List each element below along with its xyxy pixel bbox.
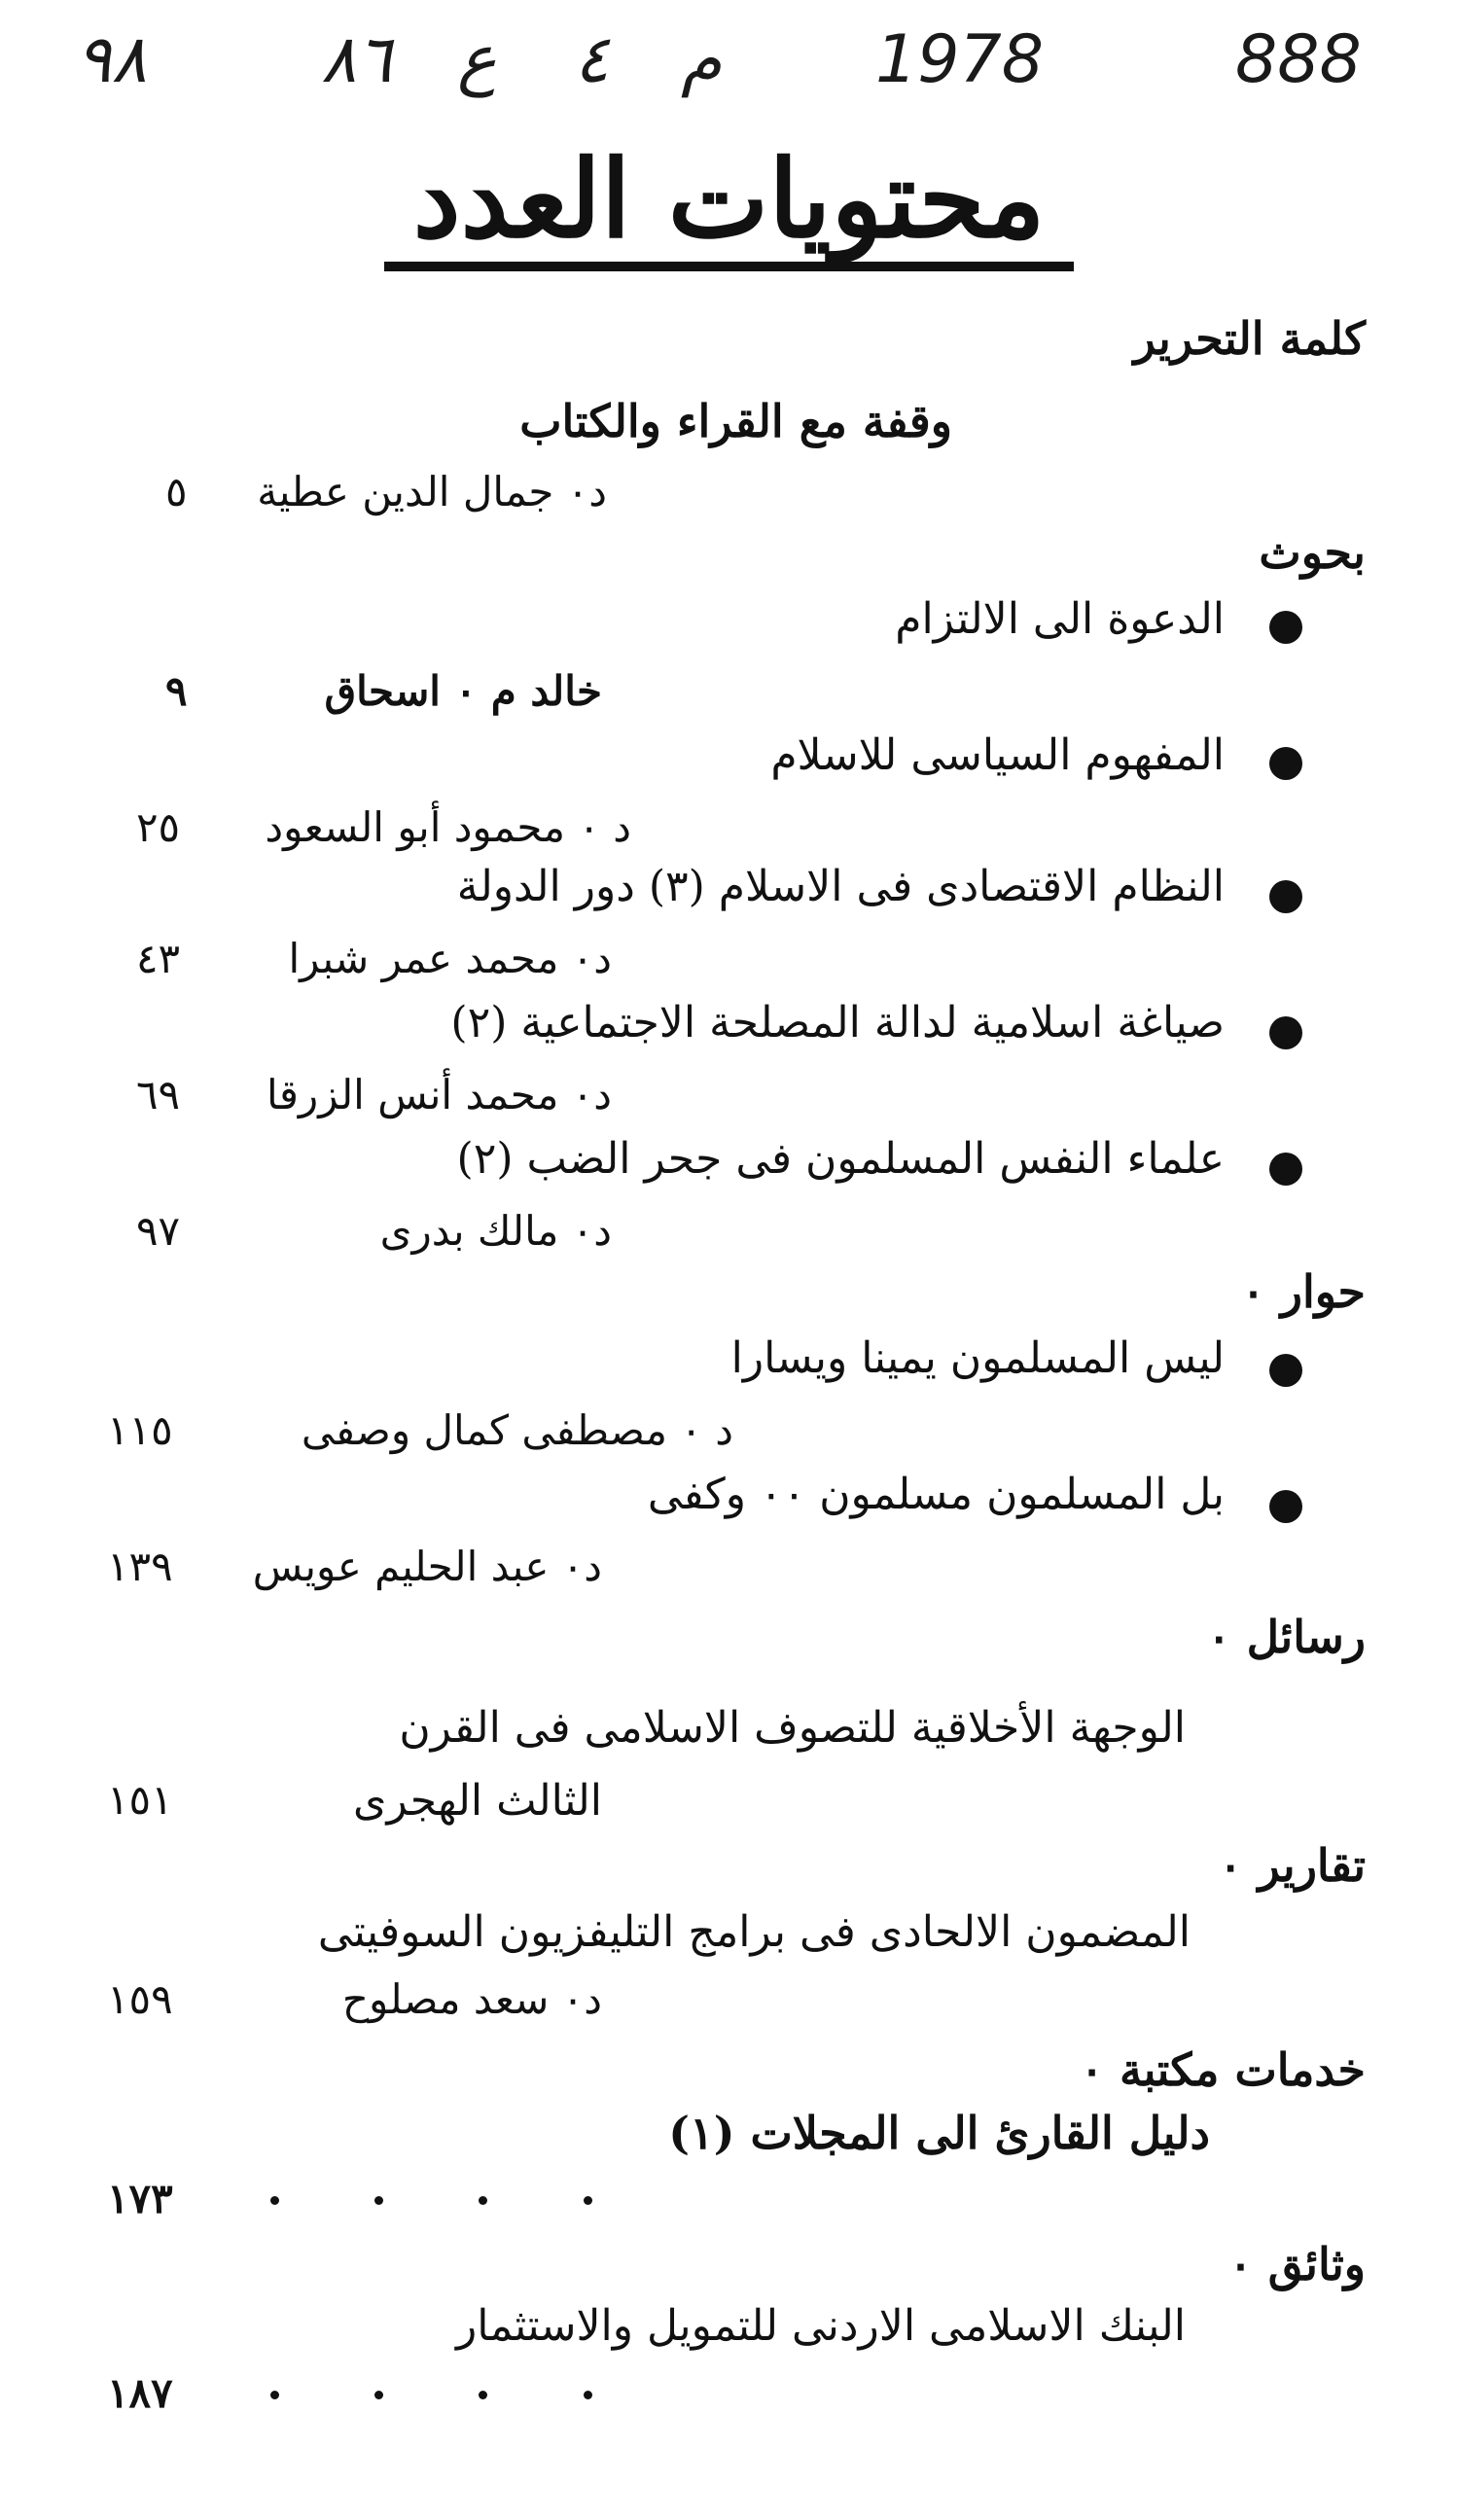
letters-page: ١٥١ bbox=[107, 1776, 173, 1824]
research-item-5-author: د٠ مالك بدرى bbox=[379, 1207, 612, 1255]
leader-dot bbox=[374, 2196, 383, 2205]
leader-dot bbox=[479, 2391, 487, 2399]
research-item-1-title: الدعوة الى الالتزام bbox=[895, 594, 1225, 644]
editorial-page: ٥ bbox=[165, 468, 188, 515]
reports-title: المضمون الالحادى فى برامج التليفزيون السوفيتى bbox=[317, 1907, 1191, 1957]
leader-dot bbox=[270, 2391, 279, 2399]
library-page: ١٧٣ bbox=[107, 2175, 173, 2222]
dialogue-item-2-page: ١٣٩ bbox=[107, 1543, 173, 1590]
research-item-1-author: خالد م ٠ اسحاق bbox=[324, 667, 602, 715]
bullet-icon bbox=[1269, 747, 1302, 780]
page-title bbox=[0, 136, 1458, 271]
research-item-1-page: ٩ bbox=[165, 667, 188, 715]
section-heading-dialogue: حوار ٠ bbox=[1241, 1265, 1366, 1318]
handwritten-code-1: ٨٦ bbox=[321, 21, 393, 98]
dialogue-item-1-author: د ٠ مصطفى كمال وصفى bbox=[301, 1406, 733, 1454]
section-heading-library: خدمات مكتبة ٠ bbox=[1080, 2043, 1366, 2096]
leader-dot bbox=[479, 2196, 487, 2205]
handwritten-year: 1978 bbox=[875, 21, 1045, 98]
bullet-icon bbox=[1269, 1354, 1302, 1387]
dialogue-item-2-title: بل المسلمون مسلمون ٠٠ وكفى bbox=[647, 1470, 1225, 1519]
research-item-5-page: ٩٧ bbox=[136, 1207, 181, 1255]
handwritten-code-4: م bbox=[681, 21, 723, 98]
bullet-icon bbox=[1269, 611, 1302, 644]
dialogue-item-1-page: ١١٥ bbox=[107, 1406, 173, 1454]
leader-dot bbox=[270, 2196, 279, 2205]
research-item-5-title: علماء النفس المسلمون فى جحر الضب (٢) bbox=[456, 1134, 1225, 1184]
section-heading-reports: تقارير ٠ bbox=[1218, 1839, 1366, 1892]
research-item-4-page: ٦٩ bbox=[136, 1071, 181, 1118]
editorial-title: وقفة مع القراء والكتاب bbox=[519, 395, 952, 447]
dialogue-item-1-title: ليس المسلمون يمينا ويسارا bbox=[730, 1333, 1225, 1383]
handwritten-code-3: ٤ bbox=[574, 21, 610, 98]
research-item-3-page: ٤٣ bbox=[136, 935, 181, 982]
bullet-icon bbox=[1269, 880, 1302, 913]
leader-dot bbox=[584, 2196, 592, 2205]
research-item-3-title: النظام الاقتصادى فى الاسلام (٣) دور الدولة bbox=[456, 862, 1225, 911]
research-item-2-page: ٢٥ bbox=[136, 803, 181, 851]
leader-dot bbox=[584, 2391, 592, 2399]
research-item-4-author: د٠ محمد أنس الزرقا bbox=[267, 1071, 612, 1118]
handwritten-code-right: 888 bbox=[1235, 21, 1362, 98]
research-item-4-title: صياغة اسلامية لدالة المصلحة الاجتماعية (٢) bbox=[450, 998, 1225, 1047]
section-heading-documents: وثائق ٠ bbox=[1228, 2238, 1366, 2290]
handwritten-code-2: ع bbox=[457, 21, 497, 98]
section-heading-editorial: كلمة التحرير bbox=[1133, 312, 1366, 365]
leader-dot bbox=[374, 2391, 383, 2399]
documents-page: ١٨٧ bbox=[107, 2369, 173, 2417]
section-heading-letters: رسائل ٠ bbox=[1206, 1611, 1366, 1663]
section-heading-research: بحوث bbox=[1259, 526, 1366, 579]
page-title-text: محتويات العدد bbox=[384, 136, 1075, 271]
reports-author: د٠ سعد مصلوح bbox=[341, 1975, 602, 2023]
bullet-icon bbox=[1269, 1153, 1302, 1186]
letters-title-line2: الثالث الهجرى bbox=[353, 1776, 602, 1826]
dialogue-item-2-author: د٠ عبد الحليم عويس bbox=[252, 1543, 602, 1590]
editorial-author: د٠ جمال الدين عطية bbox=[257, 468, 607, 515]
research-item-2-author: د ٠ محمود أبو السعود bbox=[265, 803, 631, 851]
bullet-icon bbox=[1269, 1490, 1302, 1523]
reports-page: ١٥٩ bbox=[107, 1975, 173, 2023]
bullet-icon bbox=[1269, 1016, 1302, 1049]
letters-title-line1: الوجهة الأخلاقية للتصوف الاسلامى فى القرن bbox=[399, 1703, 1186, 1753]
documents-title: البنك الاسلامى الاردنى للتمويل والاستثمار bbox=[455, 2301, 1186, 2351]
handwritten-code-left: ٩٨ bbox=[76, 21, 148, 98]
library-title: دليل القارئ الى المجلات (١) bbox=[668, 2107, 1210, 2159]
research-item-2-title: المفهوم السياسى للاسلام bbox=[770, 730, 1225, 780]
research-item-3-author: د٠ محمد عمر شبرا bbox=[288, 935, 612, 982]
